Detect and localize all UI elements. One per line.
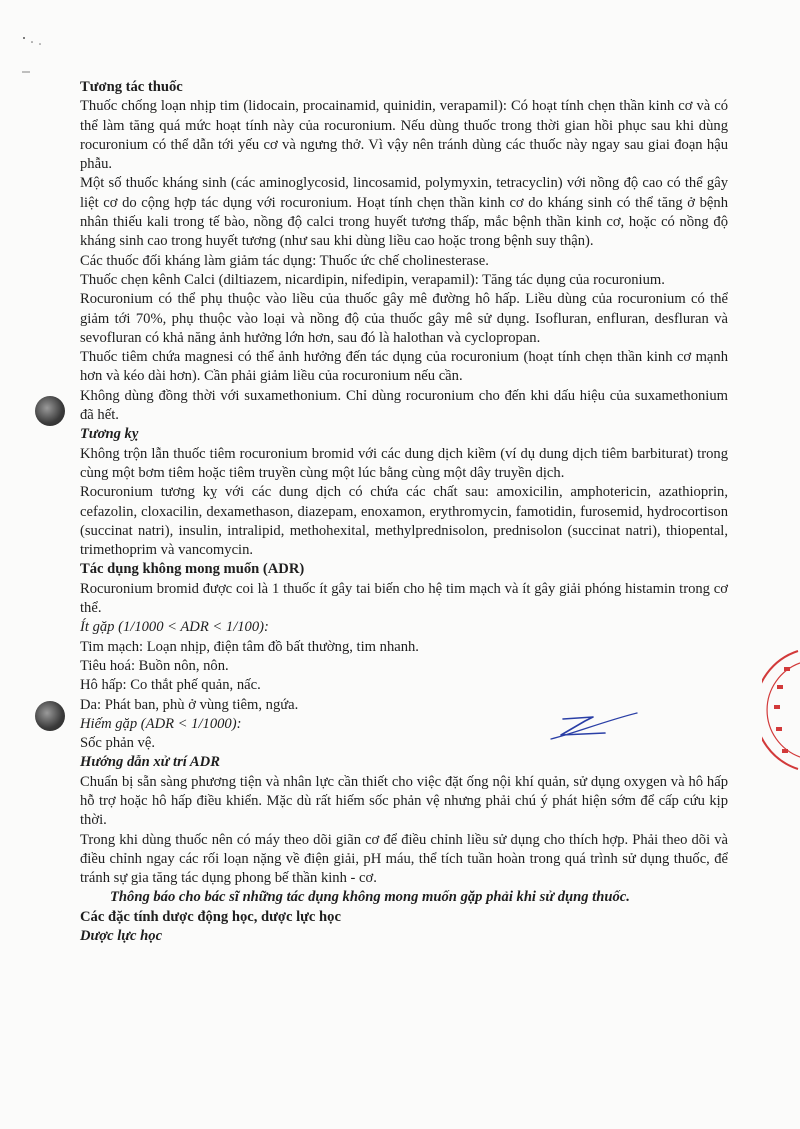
paragraph: Chuẩn bị sẵn sàng phương tiện và nhân lực cần thiết cho việc đặt ống nội khí quản, sử dụng oxygen và hô hấp hỗ trợ hoặc hô hấp điều khiển. Mặc dù rất hiếm sốc phản vệ nhưng phải chú ý phát hiện sớm để cấp cứu kịp thời.	[80, 773, 728, 829]
list-item: Sốc phản vệ.	[80, 735, 155, 752]
paragraph: Một số thuốc kháng sinh (các aminoglycosid, lincosamid, polymyxin, tetracyclin) với nồng độ cao có thể gây liệt cơ do cộng hợp tác dụng với rocuronium. Hoạt tính chẹn thần kinh cơ do kháng sinh có thể tăng ở bệnh nhân thiếu kali trong tế bào, nồng độ calci trong huyết tương thấp, mắc bệnh thần kinh cơ, hoặc có nồng độ kháng sinh cao trong huyết tương (như sau khi dùng liều cao hoặc trong bệnh suy thận).	[80, 175, 728, 250]
list-item: Tim mạch: Loạn nhịp, điện tâm đồ bất thường, tim nhanh.	[80, 638, 419, 655]
section-title-incompatibility: Tương kỵ	[80, 426, 139, 443]
binder-hole-bottom	[35, 701, 65, 731]
binder-hole-top	[35, 396, 65, 426]
list-item: Tiêu hoá: Buồn nôn, nôn.	[80, 657, 229, 674]
list-item: Da: Phát ban, phù ở vùng tiêm, ngứa.	[80, 696, 299, 713]
doctor-notice: Thông báo cho bác sĩ những tác dụng không mong muốn gặp phải khi sử dụng thuốc.	[110, 889, 630, 906]
document-body	[80, 78, 728, 946]
paragraph: Trong khi dùng thuốc nên có máy theo dõi giãn cơ để điều chỉnh liều sử dụng cho thích hợp. Phải theo dõi và điều chỉnh ngay các rối loạn nặng về điện giải, pH máu, thể tích tuần hoàn trong quá trình sử dụng thuốc, để tránh sự gia tăng tác dụng phong bế thần kinh - cơ.	[80, 831, 728, 887]
paragraph: Thuốc chống loạn nhịp tim (lidocain, procainamid, quinidin, verapamil): Có hoạt tính chẹn thần kinh cơ và có thể làm tăng quá mức hoạt tính này của rocuronium. Nếu dùng thuốc trong thời gian hồi phục sau khi dùng rocuronium có thể dẫn tới yếu cơ và ngưng thở. Vì vậy nên tránh dùng các thuốc này ngay sau giai đoạn hậu phẫu.	[80, 98, 728, 173]
handwritten-signature	[545, 705, 640, 745]
section-title-adr-management: Hướng dẫn xử trí ADR	[80, 754, 220, 771]
red-stamp-fragment	[762, 645, 800, 775]
subheading-pharmacodynamics: Dược lực học	[80, 928, 163, 945]
subheading-uncommon: Ít gặp (1/1000 < ADR < 1/100):	[80, 619, 269, 636]
section-title-pharmacology: Các đặc tính dược động học, dược lực học	[80, 908, 341, 925]
subheading-rare: Hiếm gặp (ADR < 1/1000):	[80, 715, 242, 732]
paragraph: Thuốc chẹn kênh Calci (diltiazem, nicardipin, nifedipin, verapamil): Tăng tác dụng của rocuronium.	[80, 271, 665, 288]
paragraph: Rocuronium tương kỵ với các dung dịch có chứa các chất sau: amoxicilin, amphotericin, azathioprin, cefazolin, cloxacilin, dexamethason, diazepam, enoxamon, erythromycin, famotidin, furosemid, hydrocortison (succinat natri), insulin, intralipid, methohexital, methylprednisolon, prednisolon (succinat natri), thiopental, trimethoprim và vancomycin.	[80, 484, 728, 559]
paragraph: Rocuronium bromid được coi là 1 thuốc ít gây tai biến cho hệ tim mạch và ít gây giải phóng histamin trong cơ thể.	[80, 580, 728, 617]
paragraph: Không dùng đồng thời với suxamethonium. Chỉ dùng rocuronium cho đến khi dấu hiệu của suxamethonium đã hết.	[80, 387, 728, 424]
paragraph: Thuốc tiêm chứa magnesi có thể ảnh hưởng đến tác dụng của rocuronium (hoạt tính chẹn thần kinh cơ mạnh hơn và kéo dài hơn). Cần phải giảm liều của rocuronium nếu cần.	[80, 349, 728, 385]
list-item: Hô hấp: Co thắt phế quản, nấc.	[80, 677, 261, 694]
section-title-interactions: Tương tác thuốc	[80, 79, 183, 95]
paragraph: Các thuốc đối kháng làm giảm tác dụng: Thuốc ức chế cholinesterase.	[80, 252, 489, 269]
paragraph: Rocuronium có thể phụ thuộc vào liều của thuốc gây mê đường hô hấp. Liều dùng của rocuronium có thể giảm tới 70%, phụ thuộc vào loại và nồng độ của thuốc gây mê sử dụng. Isofluran, enfluran, desfluran và sevofluran có khả năng ảnh hưởng lớn hơn, sau đó là halothan và cyclopropan.	[80, 291, 728, 346]
section-title-adr: Tác dụng không mong muốn (ADR)	[80, 561, 305, 578]
paragraph: Không trộn lẫn thuốc tiêm rocuronium bromid với các dung dịch kiềm (ví dụ dung dịch tiêm barbiturat) trong cùng một bơm tiêm hoặc tiêm truyền cùng một lúc bằng cùng một dây truyền dịch.	[80, 445, 728, 481]
scan-specks	[18, 30, 48, 80]
